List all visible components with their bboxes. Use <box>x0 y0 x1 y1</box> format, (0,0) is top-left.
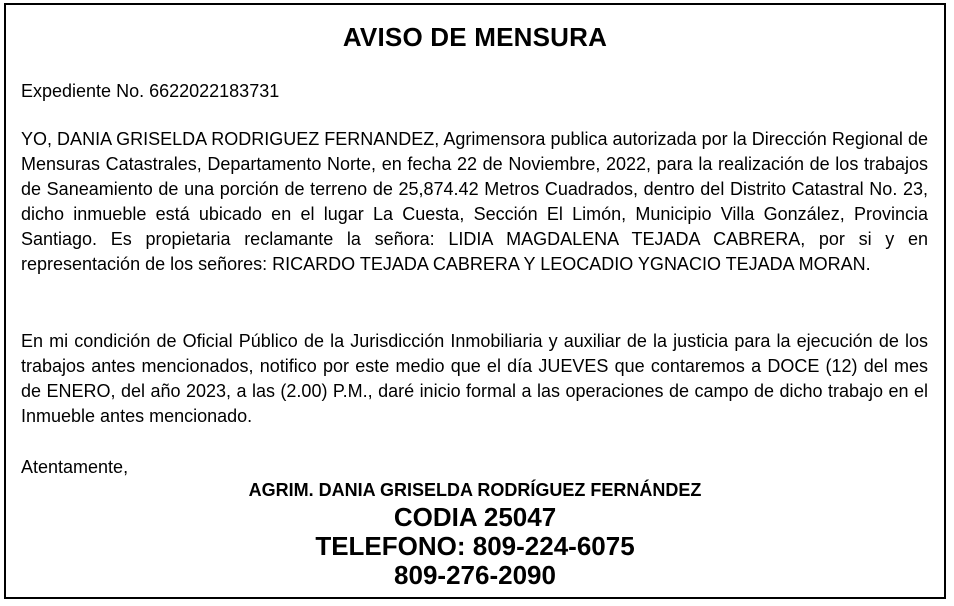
signature-phone: TELEFONO: 809-224-6075 <box>315 531 635 561</box>
notice-title: AVISO DE MENSURA <box>342 22 608 52</box>
signature-phone-secondary: 809-276-2090 <box>394 560 556 590</box>
signature-name: AGRIM. DANIA GRISELDA RODRÍGUEZ FERNÁNDEZ <box>248 480 702 500</box>
paragraph-notification: En mi condición de Oficial Público de la Jurisdicción Inmobiliaria y auxiliar de la justicia para la ejecución de los trabajos antes mencionados, notifico por este medio que el día JUEVES que contaremos a DOCE (12) del mes de ENERO, del año 2023, a las (2.00) P.M., daré inicio formal a las operaciones de campo de dicho trabajo en el Inmueble antes mencionado. <box>21 331 928 426</box>
paragraph-authorization: YO, DANIA GRISELDA RODRIGUEZ FERNANDEZ, Agrimensora publica autorizada por la Dirección Regional de Mensuras Catastrales, Departamento Norte, en fecha 22 de Noviembre, 2022, para la realización de los trabajos de Saneamiento de una porción de terreno de 25,874.42 Metros Cuadrados, dentro del Distrito Catastral No. 23, dicho inmueble está ubicado en el lugar La Cuesta, Sección El Limón, Municipio Villa González, Provincia Santiago. Es propietaria reclamante la señora: LIDIA MAGDALENA TEJADA CABRERA, por si y en representación de los señores: RICARDO TEJADA CABRERA Y LEOCADIO YGNACIO TEJADA MORAN. <box>21 129 928 274</box>
closing-salutation: Atentamente, <box>21 457 129 477</box>
file-number: Expediente No. 6622022183731 <box>21 81 280 101</box>
notice-box <box>4 3 946 599</box>
signature-codia: CODIA 25047 <box>393 502 557 532</box>
